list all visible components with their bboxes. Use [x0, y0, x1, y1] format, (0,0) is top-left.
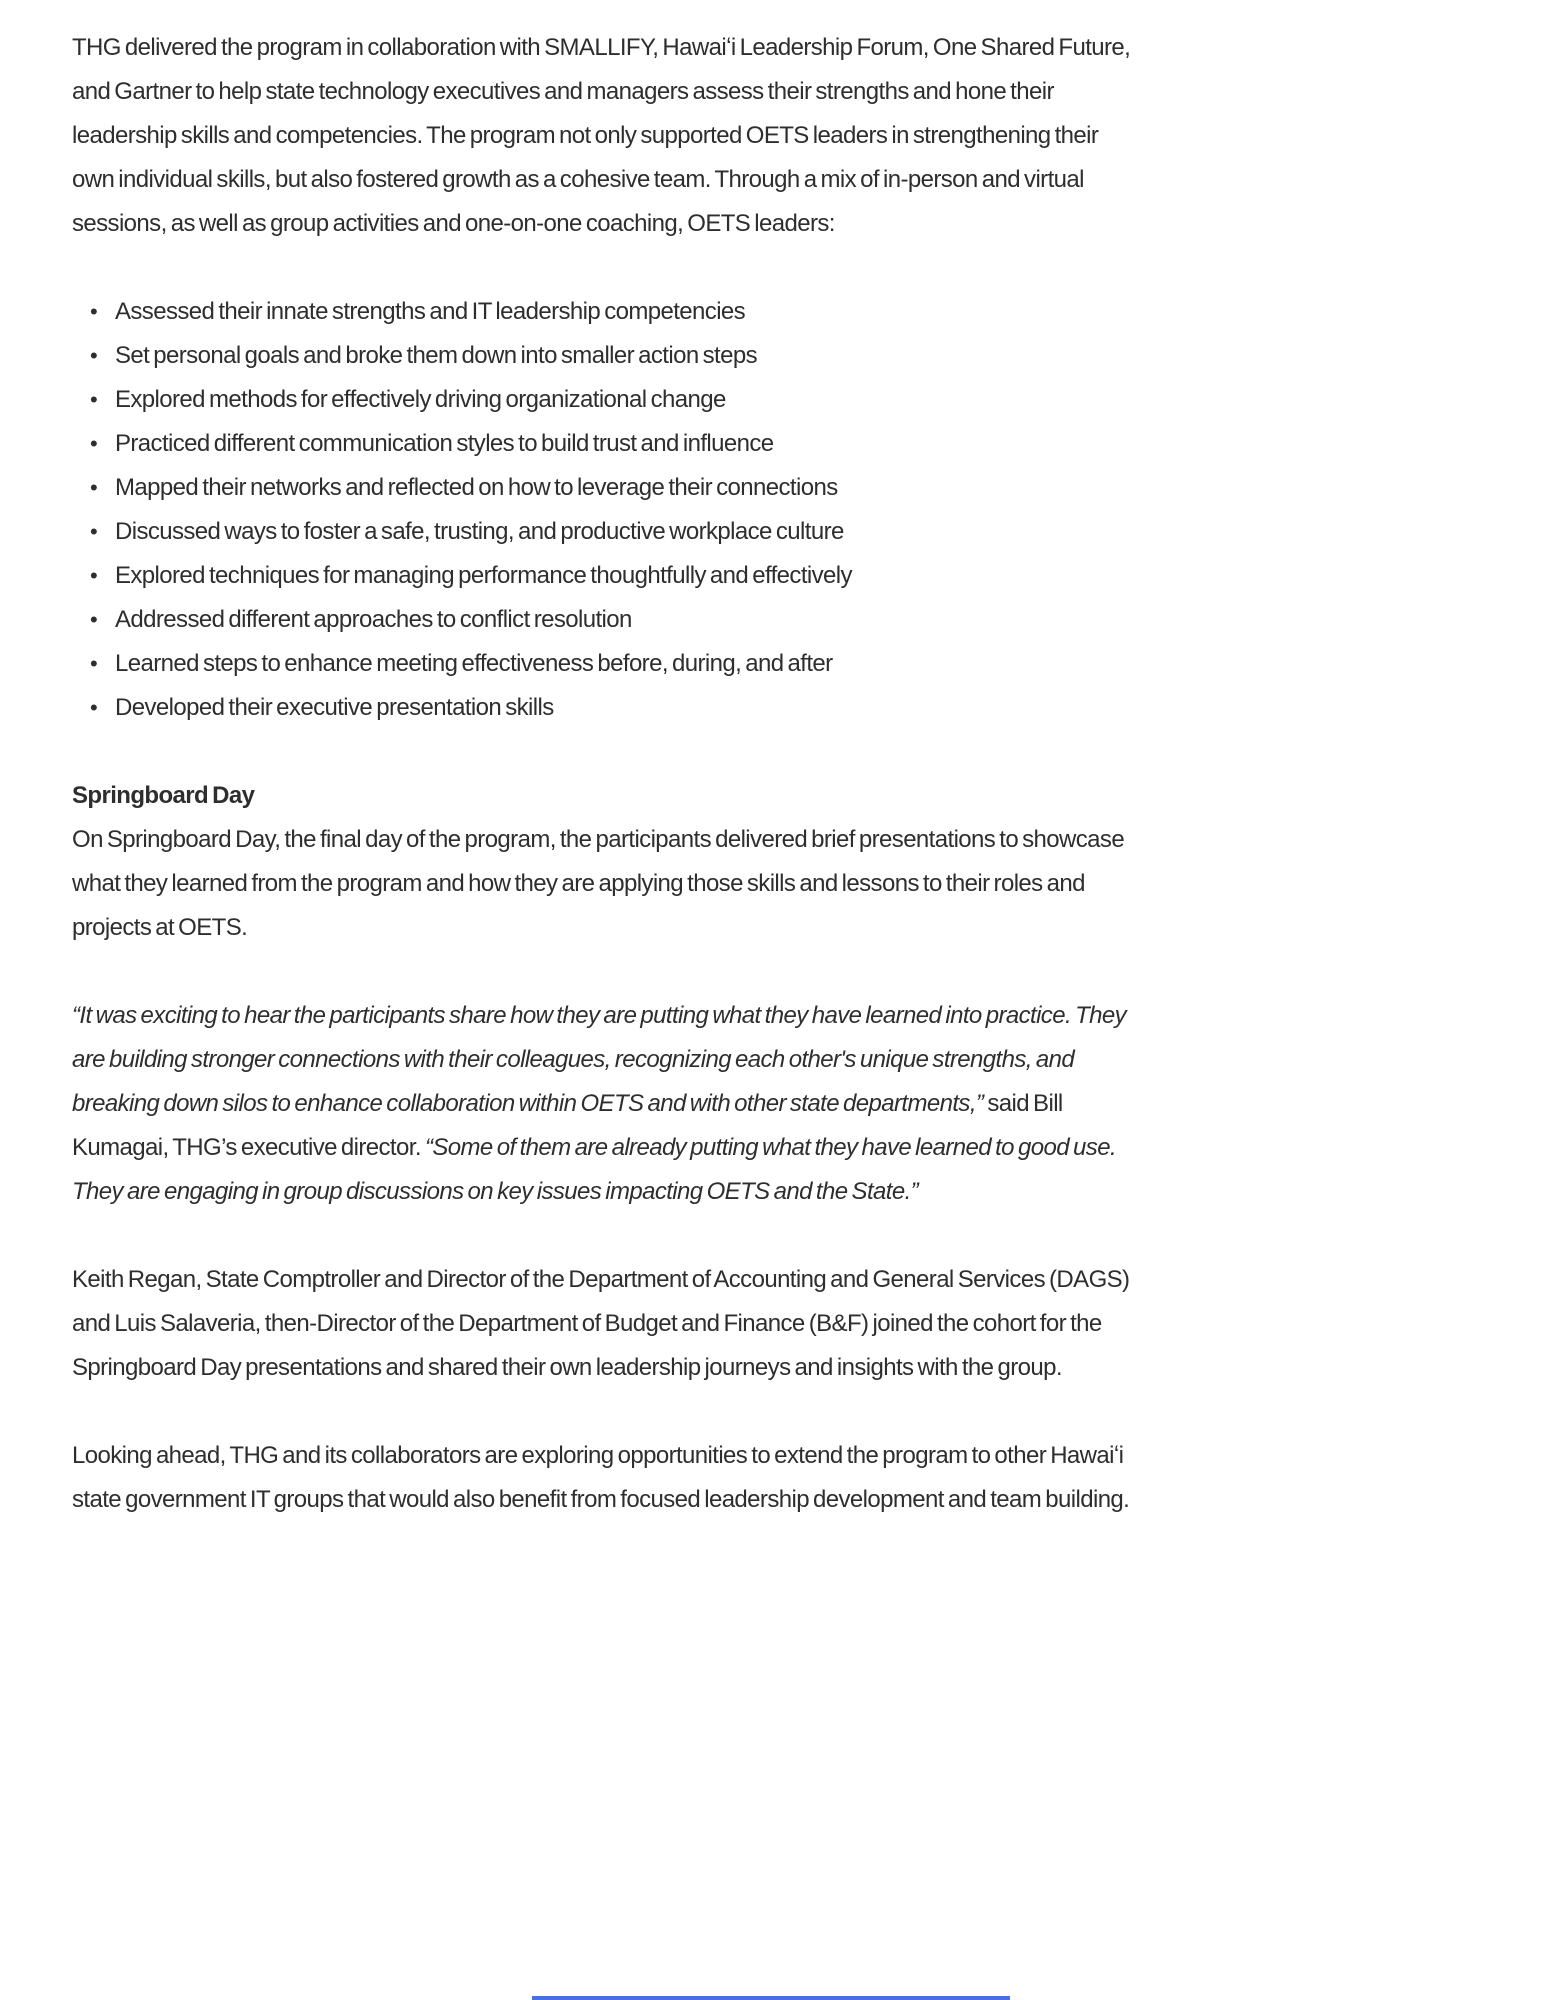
list-item-text: Mapped their networks and reflected on how to leverage their connections: [115, 474, 838, 501]
bullet-icon: •: [90, 475, 98, 500]
list-item: [72, 642, 1140, 686]
bullet-icon: •: [90, 387, 98, 412]
list-item-text: Developed their executive presentation skills: [115, 694, 554, 721]
list-item-text: Addressed different approaches to conflict resolution: [115, 606, 632, 633]
list-item: [72, 334, 1140, 378]
list-item-text: Explored methods for effectively driving organizational change: [115, 386, 726, 413]
bullet-icon: •: [90, 563, 98, 588]
list-item: [72, 290, 1140, 334]
springboard-paragraph: On Springboard Day, the final day of the program, the participants delivered brief presentations to showcase what they learned from the program and how they are applying those skills and lessons to their roles and projects at OETS.: [72, 826, 1125, 941]
list-item: [72, 422, 1140, 466]
bullet-icon: •: [90, 431, 98, 456]
quote-italic-part-2: “Some of them are already putting what they have learned to good use. They are engaging in group discussions on key issues impacting OETS and the State.”: [72, 1134, 1117, 1205]
bullet-icon: •: [90, 651, 98, 676]
list-item: [72, 686, 1140, 730]
quote-paragraph: [72, 994, 1140, 1214]
bullet-icon: •: [90, 343, 98, 368]
list-item-text: Assessed their innate strengths and IT leadership competencies: [115, 298, 746, 325]
list-item: [72, 378, 1140, 422]
bullet-icon: •: [90, 695, 98, 720]
bullet-icon: •: [90, 519, 98, 544]
list-item-text: Explored techniques for managing performance thoughtfully and effectively: [115, 562, 852, 589]
list-item: [72, 510, 1140, 554]
list-item: [72, 598, 1140, 642]
program-outcomes-list: [72, 290, 1140, 730]
list-item-text: Set personal goals and broke them down into smaller action steps: [115, 342, 757, 369]
guests-paragraph: Keith Regan, State Comptroller and Director of the Department of Accounting and General Services (DAGS) and Luis Salaveria, then-Director of the Department of Budget and Finance (B&F) joined the cohort for the Springboard Day presentations and shared their own leadership journeys and insights with the group.: [72, 1266, 1130, 1381]
list-item: [72, 554, 1140, 598]
intro-paragraph: THG delivered the program in collaboration with SMALLIFY, Hawaiʻi Leadership Forum, One Shared Future, and Gartner to help state technology executives and managers assess their strengths and hone their leadership skills and competencies. The program not only supported OETS leaders in strengthening their own individual skills, but also fostered growth as a cohesive team. Through a mix of in-person and virtual sessions, as well as group activities and one-on-one coaching, OETS leaders:: [72, 34, 1131, 237]
quote-italic-part-1: “It was exciting to hear the participants share how they are putting what they have learned into practice. They are building stronger connections with their colleagues, recognizing each other's unique strengths, and breaking down silos to enhance collaboration within OETS and with other state departments,”: [72, 1002, 1127, 1117]
bullet-icon: •: [90, 299, 98, 324]
list-item-text: Discussed ways to foster a safe, trusting, and productive workplace culture: [115, 518, 844, 545]
list-item-text: Practiced different communication styles to build trust and influence: [115, 430, 774, 457]
section-heading-springboard-day: Springboard Day: [72, 782, 255, 809]
list-item-text: Learned steps to enhance meeting effectiveness before, during, and after: [115, 650, 833, 677]
quote-attribution: said Bill Kumagai, THG’s executive director.: [72, 1090, 1063, 1161]
bottom-partial-link[interactable]: [532, 1996, 1010, 2000]
bullet-icon: •: [90, 607, 98, 632]
outlook-paragraph: Looking ahead, THG and its collaborators are exploring opportunities to extend the program to other Hawaiʻi state government IT groups that would also benefit from focused leadership development and team building.: [72, 1442, 1130, 1513]
list-item: [72, 466, 1140, 510]
